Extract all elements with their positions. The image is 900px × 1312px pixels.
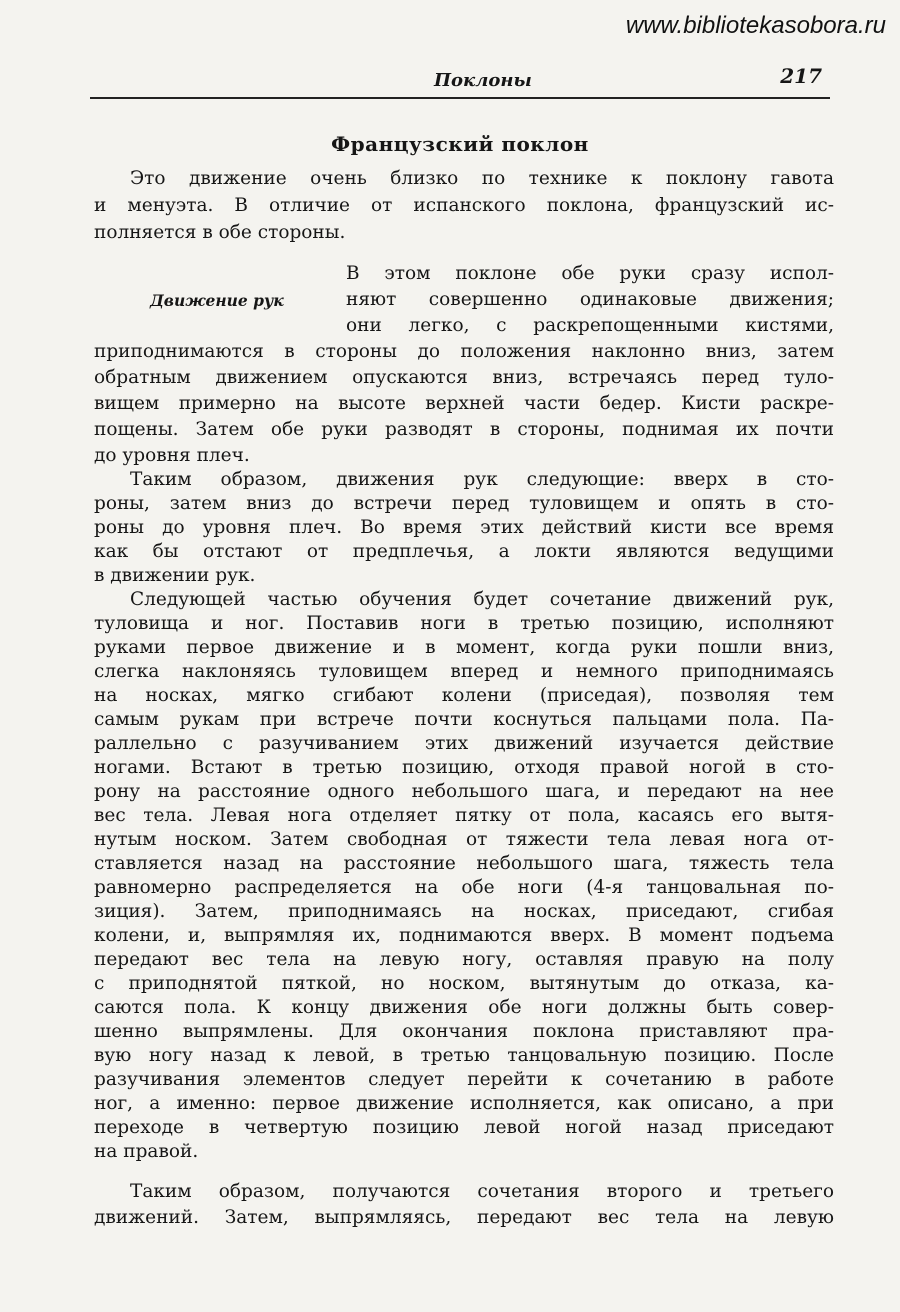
text-line: ногами. Встают в третью позицию, отходя правой ногой в сто- bbox=[94, 757, 834, 778]
text-line: они легко, с раскрепощенными кистями, bbox=[346, 315, 834, 336]
text-line: до уровня плеч. bbox=[94, 445, 250, 466]
text-line: приподнимаются в стороны до положения наклонно вниз, затем bbox=[94, 341, 834, 362]
text-line: разучивания элементов следует перейти к сочетанию в работе bbox=[94, 1069, 834, 1090]
text-line: В этом поклоне обе руки сразу испол- bbox=[346, 263, 834, 284]
text-line: движений. Затем, выпрямляясь, передают вес тела на левую bbox=[94, 1207, 834, 1228]
text-line: Таким образом, получаются сочетания второго и третьего bbox=[130, 1181, 834, 1202]
text-line: переходе в четвертую позицию левой ногой назад приседают bbox=[94, 1117, 834, 1138]
text-line: рону на расстояние одного небольшого шага, и передают на нее bbox=[94, 781, 834, 802]
text-line: обратным движением опускаются вниз, встречаясь перед туло- bbox=[94, 367, 834, 388]
text-line: на носках, мягко сгибают колени (приседая), позволяя тем bbox=[94, 685, 834, 706]
text-line: Это движение очень близко по технике к поклону гавота bbox=[130, 168, 834, 189]
text-line: вес тела. Левая нога отделяет пятку от пола, касаясь его вытя- bbox=[94, 805, 834, 826]
text-line: полняется в обе стороны. bbox=[94, 222, 346, 243]
text-line: Таким образом, движения рук следующие: вверх в сто- bbox=[130, 469, 834, 490]
website-url: www.bibliotekasobora.ru bbox=[625, 12, 886, 39]
text-line: туловища и ног. Поставив ноги в третью позицию, исполняют bbox=[94, 613, 834, 634]
running-head-title: Поклоны bbox=[434, 70, 532, 91]
page-number: 217 bbox=[780, 64, 822, 88]
text-line: самым рукам при встрече почти коснуться пальцами пола. Па- bbox=[94, 709, 834, 730]
text-line: пощены. Затем обе руки разводят в стороны, поднимая их почти bbox=[94, 419, 834, 440]
text-line: передают вес тела на левую ногу, оставляя правую на полу bbox=[94, 949, 834, 970]
text-line: ставляется назад на расстояние небольшого шага, тяжесть тела bbox=[94, 853, 834, 874]
text-line: нутым носком. Затем свободная от тяжести тела левая нога от- bbox=[94, 829, 834, 850]
section-title: Французский поклон bbox=[331, 132, 589, 156]
text-line: саются пола. К концу движения обе ноги должны быть совер- bbox=[94, 997, 834, 1018]
text-line: роны, затем вниз до встречи перед туловищем и опять в сто- bbox=[94, 493, 834, 514]
text-line: ног, а именно: первое движение исполняется, как описано, а при bbox=[94, 1093, 834, 1114]
text-line: равномерно распределяется на обе ноги (4-я танцовальная по- bbox=[94, 877, 834, 898]
text-line: в движении рук. bbox=[94, 565, 256, 586]
text-line: вищем примерно на высоте верхней части бедер. Кисти раскре- bbox=[94, 393, 834, 414]
text-line: няют совершенно одинаковые движения; bbox=[346, 289, 834, 310]
side-label: Движение рук bbox=[150, 291, 284, 310]
text-line: роны до уровня плеч. Во время этих действий кисти все время bbox=[94, 517, 834, 538]
text-line: на правой. bbox=[94, 1141, 199, 1162]
text-line: как бы отстают от предплечья, а локти являются ведущими bbox=[94, 541, 834, 562]
text-line: раллельно с разучиванием этих движений изучается действие bbox=[94, 733, 834, 754]
text-line: слегка наклоняясь туловищем вперед и немного приподнимаясь bbox=[94, 661, 834, 682]
text-line: колени, и, выпрямляя их, поднимаются вверх. В момент подъема bbox=[94, 925, 834, 946]
text-line: и менуэта. В отличие от испанского поклона, французский ис- bbox=[94, 195, 834, 216]
header-rule bbox=[90, 97, 830, 99]
text-line: с приподнятой пяткой, но носком, вытянутым до отказа, ка- bbox=[94, 973, 834, 994]
text-line: Следующей частью обучения будет сочетание движений рук, bbox=[130, 589, 834, 610]
running-head bbox=[90, 64, 830, 98]
text-line: шенно выпрямлены. Для окончания поклона приставляют пра- bbox=[94, 1021, 834, 1042]
text-line: вую ногу назад к левой, в третью танцовальную позицию. После bbox=[94, 1045, 834, 1066]
text-line: руками первое движение и в момент, когда руки пошли вниз, bbox=[94, 637, 834, 658]
text-line: зиция). Затем, приподнимаясь на носках, приседают, сгибая bbox=[94, 901, 834, 922]
